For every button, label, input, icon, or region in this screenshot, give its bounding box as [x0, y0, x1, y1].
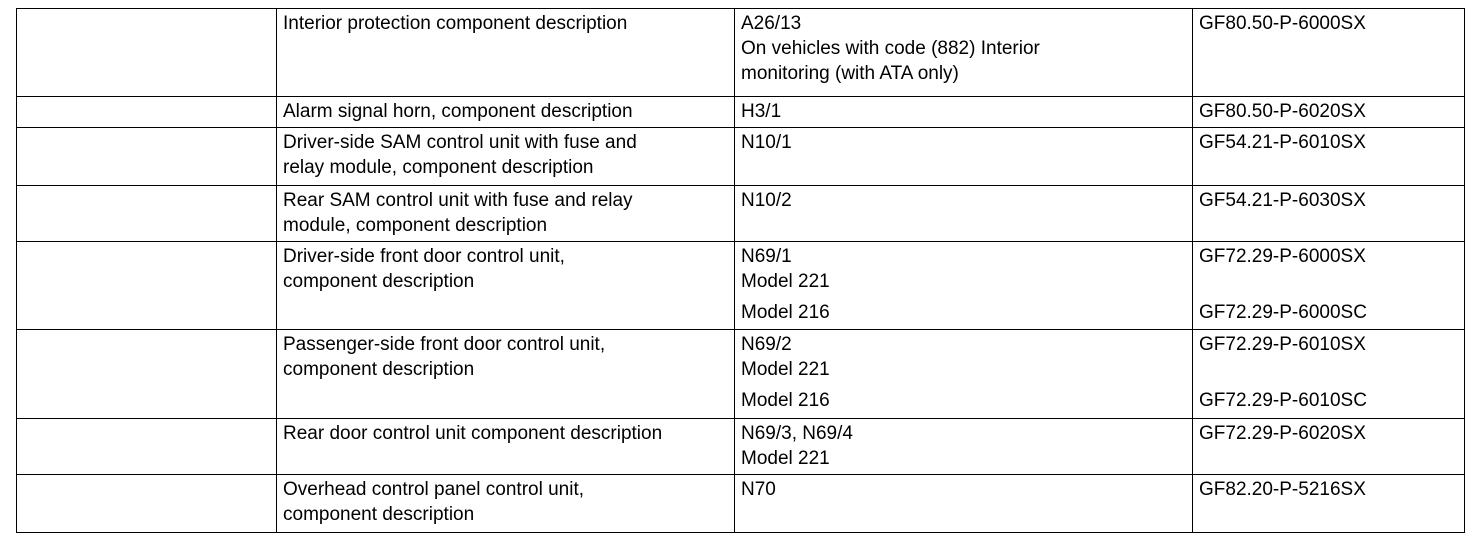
- description-text: Passenger-side front door control unit,: [283, 334, 606, 355]
- component-model: Model 221: [741, 271, 830, 292]
- description-cell: [277, 419, 735, 475]
- description-cell: [277, 242, 735, 330]
- description-text: Rear door control unit component description: [283, 423, 663, 444]
- blank-cell: [17, 9, 277, 97]
- component-code: N70: [741, 479, 776, 500]
- component-cell: [735, 128, 1193, 186]
- document-cell: [1193, 242, 1465, 330]
- description-text: component description: [283, 359, 475, 380]
- table-row: [17, 419, 1465, 475]
- component-cell: [735, 419, 1193, 475]
- description-text: Rear SAM control unit with fuse and relay: [283, 190, 633, 211]
- blank-cell: [17, 186, 277, 242]
- component-model: Model 216: [741, 390, 830, 411]
- blank-cell: [17, 475, 277, 533]
- component-code: H3/1: [741, 101, 782, 122]
- component-code: N69/1: [741, 246, 792, 267]
- description-cell: [277, 330, 735, 419]
- component-note: On vehicles with code (882) Interior: [741, 38, 1040, 59]
- document-reference: GF82.20-P-5216SX: [1199, 479, 1366, 500]
- component-cell: [735, 242, 1193, 330]
- component-cell: [735, 475, 1193, 533]
- component-code: N10/2: [741, 190, 792, 211]
- blank-cell: [17, 242, 277, 330]
- table-row: [17, 97, 1465, 128]
- component-model: Model 221: [741, 359, 830, 380]
- blank-cell: [17, 97, 277, 128]
- document-reference: GF54.21-P-6030SX: [1199, 190, 1366, 211]
- blank-cell: [17, 128, 277, 186]
- document-cell: [1193, 419, 1465, 475]
- document-cell: [1193, 186, 1465, 242]
- description-text: component description: [283, 271, 475, 292]
- description-text: Alarm signal horn, component description: [283, 101, 633, 122]
- component-code: A26/13: [741, 13, 802, 34]
- document-cell: [1193, 97, 1465, 128]
- description-text: Overhead control panel control unit,: [283, 479, 585, 500]
- document-reference: GF72.29-P-6020SX: [1199, 423, 1366, 444]
- table-row: [17, 475, 1465, 533]
- description-text: Driver-side SAM control unit with fuse and: [283, 132, 637, 153]
- component-cell: [735, 330, 1193, 419]
- document-cell: [1193, 9, 1465, 97]
- table-row: [17, 128, 1465, 186]
- table-row: [17, 330, 1465, 419]
- description-cell: [277, 97, 735, 128]
- table-row: [17, 9, 1465, 97]
- component-cell: [735, 186, 1193, 242]
- document-cell: [1193, 475, 1465, 533]
- component-code: N69/2: [741, 334, 792, 355]
- document-reference: GF72.29-P-6010SC: [1199, 390, 1367, 411]
- document-reference: GF72.29-P-6010SX: [1199, 334, 1366, 355]
- component-code: N10/1: [741, 132, 792, 153]
- description-text: component description: [283, 504, 475, 525]
- document-reference: GF80.50-P-6000SX: [1199, 13, 1366, 34]
- table-row: [17, 186, 1465, 242]
- component-code: N69/3, N69/4: [741, 423, 853, 444]
- table-row: [17, 242, 1465, 330]
- document-reference: GF72.29-P-6000SX: [1199, 246, 1366, 267]
- description-cell: [277, 9, 735, 97]
- document-reference: GF54.21-P-6010SX: [1199, 132, 1366, 153]
- blank-cell: [17, 330, 277, 419]
- description-cell: [277, 186, 735, 242]
- description-text: Interior protection component description: [283, 13, 628, 34]
- description-text: module, component description: [283, 215, 548, 236]
- component-note: monitoring (with ATA only): [741, 63, 959, 84]
- component-model: Model 216: [741, 302, 830, 323]
- description-text: Driver-side front door control unit,: [283, 246, 565, 267]
- component-cell: [735, 97, 1193, 128]
- document-reference: GF80.50-P-6020SX: [1199, 101, 1366, 122]
- component-cell: [735, 9, 1193, 97]
- document-cell: [1193, 330, 1465, 419]
- description-cell: [277, 475, 735, 533]
- component-model: Model 221: [741, 448, 830, 469]
- component-reference-table: [16, 8, 1465, 533]
- description-text: relay module, component description: [283, 157, 594, 178]
- description-cell: [277, 128, 735, 186]
- blank-cell: [17, 419, 277, 475]
- document-cell: [1193, 128, 1465, 186]
- document-reference: GF72.29-P-6000SC: [1199, 302, 1367, 323]
